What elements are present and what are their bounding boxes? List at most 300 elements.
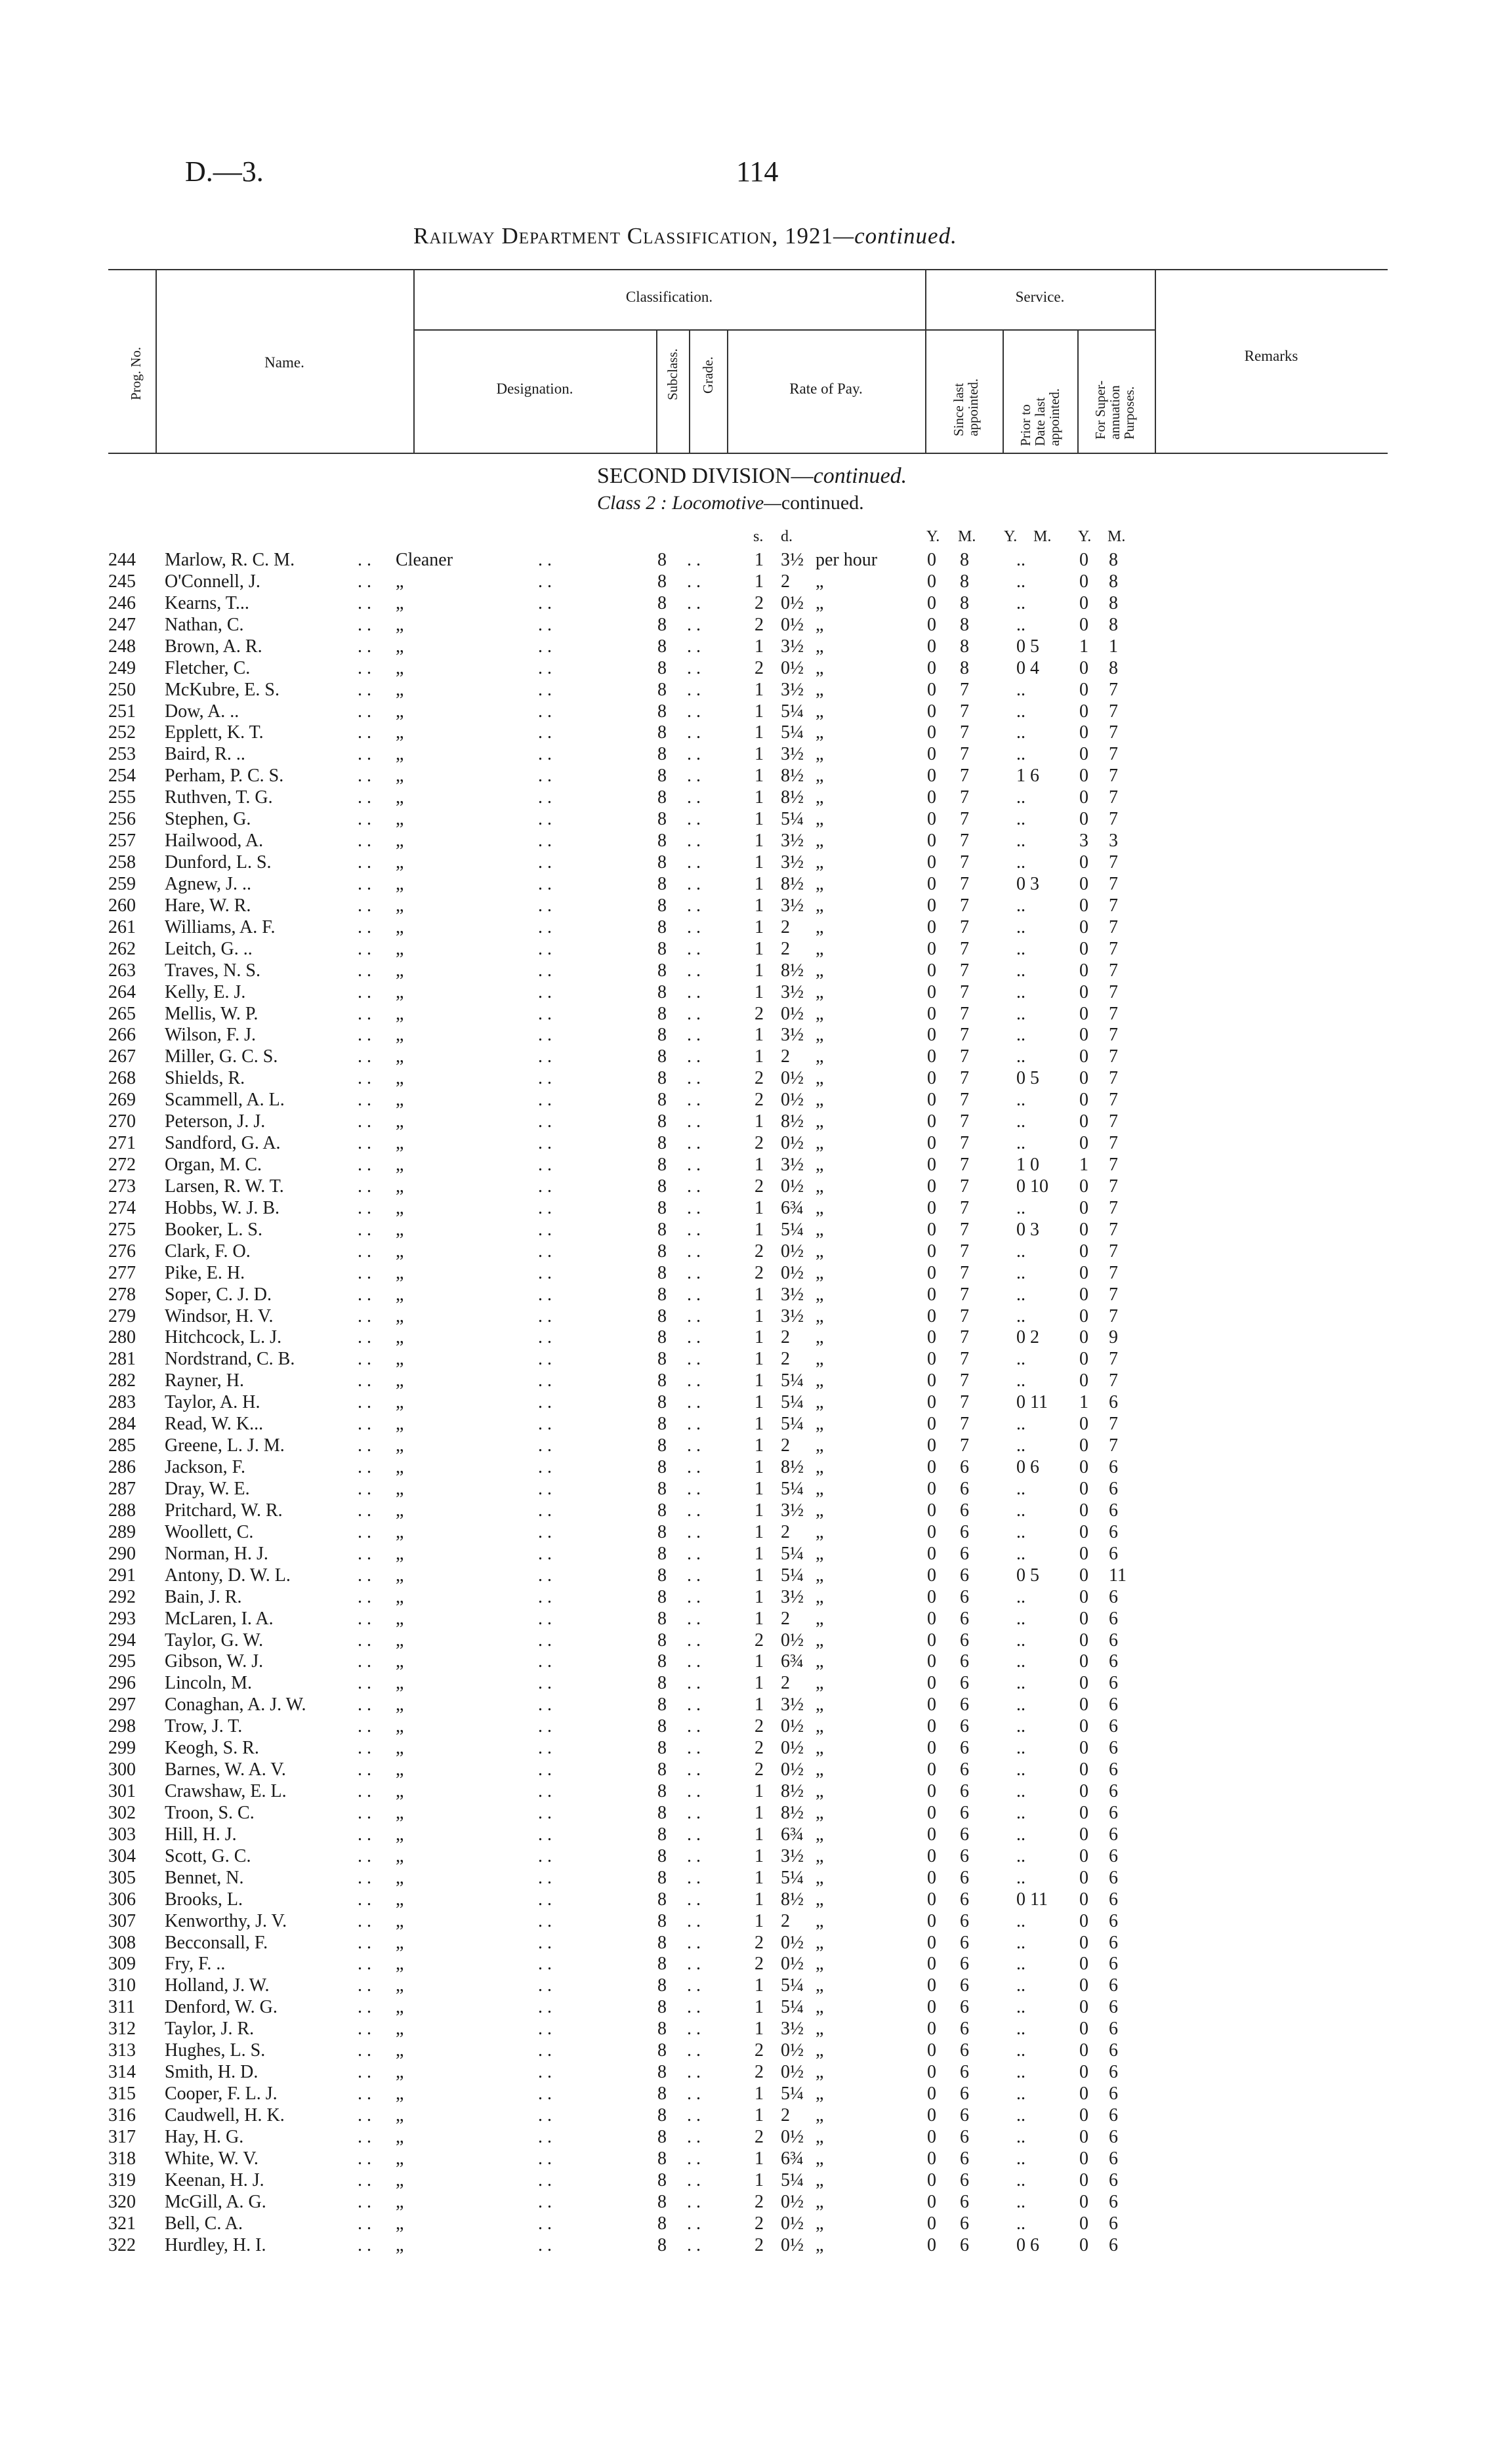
leader-dots: . .: [538, 2169, 552, 2190]
col-rule: [1003, 329, 1004, 453]
super-years: 1: [1079, 1155, 1088, 1176]
super-years: 0: [1079, 2040, 1088, 2061]
designation: „: [396, 916, 404, 937]
leader-dots: . .: [687, 1630, 701, 1651]
rate-shillings: 1: [755, 1046, 764, 1067]
row-number: 273: [108, 1176, 136, 1197]
table-row: [0, 615, 1511, 636]
leader-dots: . .: [687, 2126, 701, 2147]
leader-dots: . .: [687, 2213, 701, 2234]
rate-shillings: 2: [755, 2040, 764, 2061]
header-service: Service.: [1015, 289, 1065, 305]
rate-shillings: 1: [755, 2084, 764, 2105]
header-top-rule: [108, 269, 1388, 270]
prior-months: 5: [1030, 1068, 1039, 1089]
subclass-value: 8: [657, 550, 667, 570]
prior-years: 1: [1016, 766, 1025, 787]
super-years: 0: [1079, 1910, 1088, 1931]
super-months: 7: [1109, 873, 1118, 894]
leader-dots: . .: [358, 1262, 371, 1283]
rate-shillings: 2: [755, 1932, 764, 1953]
rate-pence: 0½: [781, 1068, 804, 1089]
prior-years: 0: [1016, 1889, 1025, 1910]
rate-pence: 2: [781, 1673, 790, 1694]
super-months: 3: [1109, 831, 1118, 852]
subclass-value: 8: [657, 809, 667, 830]
super-years: 0: [1079, 1133, 1088, 1154]
designation: „: [396, 2148, 404, 2169]
leader-dots: . .: [358, 1845, 371, 1866]
leader-dots: . .: [358, 1003, 371, 1024]
since-last-months: 7: [960, 1176, 969, 1197]
rate-unit: „: [816, 1392, 824, 1413]
unit-shillings: s.: [753, 528, 764, 545]
leader-dots: . .: [538, 2126, 552, 2147]
subclass-value: 8: [657, 1327, 667, 1348]
designation: „: [396, 1565, 404, 1586]
designation: „: [396, 852, 404, 873]
leader-dots: . .: [358, 852, 371, 873]
row-number: 260: [108, 895, 136, 916]
super-months: 6: [1109, 2213, 1118, 2234]
leader-dots: . .: [687, 1543, 701, 1564]
leader-dots: . .: [358, 1457, 371, 1478]
leader-dots: . .: [358, 1155, 371, 1176]
table-row: [0, 1111, 1511, 1133]
rate-shillings: 1: [755, 1414, 764, 1435]
subclass-value: 8: [657, 1457, 667, 1478]
leader-dots: . .: [358, 614, 371, 635]
prior-months: 6: [1030, 1457, 1039, 1478]
prior-months: 4: [1030, 657, 1039, 678]
designation: „: [396, 1781, 404, 1801]
leader-dots: . .: [358, 766, 371, 787]
leader-dots: . .: [538, 636, 552, 657]
super-months: 7: [1109, 1197, 1118, 1218]
super-years: 0: [1079, 1046, 1088, 1067]
since-last-years: 0: [927, 636, 936, 657]
rate-shillings: 1: [755, 1824, 764, 1845]
leader-dots: . .: [538, 2213, 552, 2234]
designation: „: [396, 1176, 404, 1197]
super-years: 0: [1079, 701, 1088, 722]
employee-name: Hare, W. R.: [165, 895, 251, 916]
since-last-years: 0: [927, 2191, 936, 2212]
rate-unit: „: [816, 1111, 824, 1132]
prior-years: ..: [1016, 1845, 1025, 1866]
row-number: 250: [108, 679, 136, 700]
table-row: [0, 1004, 1511, 1025]
row-number: 302: [108, 1802, 136, 1823]
super-months: 8: [1109, 592, 1118, 613]
employee-name: Woollett, C.: [165, 1521, 254, 1542]
rate-shillings: 2: [755, 657, 764, 678]
rate-unit: „: [816, 1305, 824, 1326]
employee-name: Keogh, S. R.: [165, 1738, 259, 1759]
rate-unit: „: [816, 679, 824, 700]
super-months: 7: [1109, 1370, 1118, 1391]
rate-pence: 8½: [781, 787, 804, 808]
prior-months: 6: [1030, 2234, 1039, 2255]
since-last-months: 7: [960, 1155, 969, 1176]
employee-name: Kenworthy, J. V.: [165, 1910, 287, 1931]
prior-months: 11: [1030, 1889, 1048, 1910]
table-row: [0, 1327, 1511, 1349]
rate-shillings: 2: [755, 1068, 764, 1089]
super-months: 7: [1109, 1349, 1118, 1370]
super-months: 7: [1109, 895, 1118, 916]
super-months: 1: [1109, 636, 1118, 657]
table-row: [0, 982, 1511, 1004]
since-last-months: 7: [960, 1349, 969, 1370]
leader-dots: . .: [358, 1954, 371, 1975]
table-row: [0, 1868, 1511, 1889]
super-years: 0: [1079, 1327, 1088, 1348]
leader-dots: . .: [358, 701, 371, 722]
rate-shillings: 1: [755, 1111, 764, 1132]
rate-pence: 3½: [781, 831, 804, 852]
rate-shillings: 2: [755, 1090, 764, 1111]
since-last-years: 0: [927, 550, 936, 570]
subclass-value: 8: [657, 1219, 667, 1240]
super-months: 6: [1109, 2084, 1118, 2105]
prior-years: ..: [1016, 1500, 1025, 1521]
prior-years: ..: [1016, 722, 1025, 743]
employee-name: Nathan, C.: [165, 614, 244, 635]
table-row: [0, 1587, 1511, 1609]
leader-dots: . .: [358, 1738, 371, 1759]
leader-dots: . .: [687, 938, 701, 959]
rate-unit: „: [816, 1738, 824, 1759]
row-number: 304: [108, 1845, 136, 1866]
rate-shillings: 1: [755, 2019, 764, 2040]
rate-shillings: 1: [755, 571, 764, 592]
leader-dots: . .: [538, 1759, 552, 1780]
designation: „: [396, 1478, 404, 1499]
designation: „: [396, 2126, 404, 2147]
prior-years: 0: [1016, 636, 1025, 657]
super-months: 6: [1109, 1759, 1118, 1780]
rate-unit: „: [816, 592, 824, 613]
since-last-years: 0: [927, 1241, 936, 1262]
since-last-years: 0: [927, 1414, 936, 1435]
super-years: 0: [1079, 960, 1088, 981]
header-name: Name.: [264, 354, 304, 371]
rate-unit: „: [816, 1262, 824, 1283]
leader-dots: . .: [538, 1694, 552, 1715]
leader-dots: . .: [358, 1565, 371, 1586]
employee-name: Perham, P. C. S.: [165, 766, 284, 787]
table-row: [0, 766, 1511, 787]
prior-years: ..: [1016, 1370, 1025, 1391]
since-last-years: 0: [927, 1586, 936, 1607]
rate-pence: 8½: [781, 766, 804, 787]
since-last-months: 7: [960, 895, 969, 916]
rate-pence: 5¼: [781, 1478, 804, 1499]
prior-years: ..: [1016, 2148, 1025, 2169]
table-row: [0, 2235, 1511, 2257]
rate-shillings: 1: [755, 2169, 764, 2190]
subclass-value: 8: [657, 1543, 667, 1564]
rate-pence: 2: [781, 1046, 790, 1067]
super-months: 6: [1109, 2105, 1118, 2125]
designation: „: [396, 895, 404, 916]
row-number: 286: [108, 1457, 136, 1478]
row-number: 277: [108, 1262, 136, 1283]
employee-name: Gibson, W. J.: [165, 1651, 264, 1672]
unit-pence: d.: [781, 528, 793, 545]
super-months: 7: [1109, 1262, 1118, 1283]
employee-name: Hill, H. J.: [165, 1824, 237, 1845]
super-years: 0: [1079, 1478, 1088, 1499]
leader-dots: . .: [538, 809, 552, 830]
subclass-value: 8: [657, 1046, 667, 1067]
rate-pence: 3½: [781, 981, 804, 1002]
table-row: [0, 636, 1511, 658]
leader-dots: . .: [538, 1305, 552, 1326]
row-number: 320: [108, 2191, 136, 2212]
leader-dots: . .: [687, 1370, 701, 1391]
super-months: 8: [1109, 657, 1118, 678]
header-since-last: Since last appointed.: [951, 378, 981, 436]
subclass-value: 8: [657, 852, 667, 873]
subclass-value: 8: [657, 2213, 667, 2234]
table-row: [0, 1392, 1511, 1414]
leader-dots: . .: [687, 1046, 701, 1067]
subclass-value: 8: [657, 1500, 667, 1521]
row-number: 248: [108, 636, 136, 657]
rate-pence: 3½: [781, 636, 804, 657]
leader-dots: . .: [538, 679, 552, 700]
leader-dots: . .: [687, 1305, 701, 1326]
leader-dots: . .: [358, 1716, 371, 1737]
leader-dots: . .: [358, 1543, 371, 1564]
super-months: 7: [1109, 766, 1118, 787]
super-years: 0: [1079, 1694, 1088, 1715]
super-years: 0: [1079, 1176, 1088, 1197]
subclass-value: 8: [657, 1781, 667, 1801]
super-years: 1: [1079, 1392, 1088, 1413]
since-last-months: 6: [960, 1997, 969, 2018]
since-last-years: 0: [927, 2062, 936, 2083]
row-number: 244: [108, 550, 136, 570]
rate-unit: „: [816, 1759, 824, 1780]
super-months: 6: [1109, 1521, 1118, 1542]
leader-dots: . .: [538, 831, 552, 852]
rate-unit: „: [816, 1155, 824, 1176]
rate-shillings: 2: [755, 2191, 764, 2212]
leader-dots: . .: [687, 1716, 701, 1737]
super-months: 6: [1109, 1651, 1118, 1672]
since-last-months: 7: [960, 1046, 969, 1067]
rate-unit: „: [816, 1716, 824, 1737]
prior-years: ..: [1016, 852, 1025, 873]
since-last-years: 0: [927, 1910, 936, 1931]
leader-dots: . .: [538, 938, 552, 959]
leader-dots: . .: [358, 636, 371, 657]
rate-unit: „: [816, 1932, 824, 1953]
row-number: 271: [108, 1133, 136, 1154]
rate-pence: 0½: [781, 1932, 804, 1953]
table-row: [0, 1025, 1511, 1046]
prior-years: 0: [1016, 657, 1025, 678]
leader-dots: . .: [538, 2148, 552, 2169]
leader-dots: . .: [538, 1327, 552, 1348]
subclass-value: 8: [657, 1392, 667, 1413]
subclass-value: 8: [657, 1478, 667, 1499]
rate-unit: „: [816, 1327, 824, 1348]
rate-shillings: 1: [755, 1392, 764, 1413]
section-title: [597, 464, 907, 489]
table-row: [0, 1370, 1511, 1392]
rate-shillings: 2: [755, 1738, 764, 1759]
subclass-value: 8: [657, 916, 667, 937]
leader-dots: . .: [538, 960, 552, 981]
leader-dots: . .: [358, 1241, 371, 1262]
super-months: 8: [1109, 550, 1118, 570]
leader-dots: . .: [358, 2062, 371, 2083]
since-last-years: 0: [927, 1608, 936, 1629]
prior-years: ..: [1016, 1824, 1025, 1845]
super-months: 7: [1109, 809, 1118, 830]
subclass-value: 8: [657, 1630, 667, 1651]
rate-shillings: 1: [755, 809, 764, 830]
designation: „: [396, 1305, 404, 1326]
rate-shillings: 2: [755, 1262, 764, 1283]
header-prog-no: Prog. No.: [128, 346, 144, 400]
rate-unit: „: [816, 1608, 824, 1629]
leader-dots: . .: [538, 1003, 552, 1024]
rate-unit: „: [816, 2126, 824, 2147]
leader-dots: . .: [687, 1586, 701, 1607]
since-last-months: 7: [960, 1219, 969, 1240]
leader-dots: . .: [538, 1284, 552, 1305]
rate-unit: „: [816, 636, 824, 657]
leader-dots: . .: [687, 2169, 701, 2190]
prior-years: ..: [1016, 1932, 1025, 1953]
rate-unit: „: [816, 1219, 824, 1240]
leader-dots: . .: [538, 1521, 552, 1542]
prior-years: ..: [1016, 1673, 1025, 1694]
leader-dots: . .: [687, 1521, 701, 1542]
rate-pence: 6¾: [781, 1197, 804, 1218]
rate-pence: 2: [781, 1521, 790, 1542]
leader-dots: . .: [687, 1155, 701, 1176]
super-months: 7: [1109, 1046, 1118, 1067]
rate-shillings: 1: [755, 2148, 764, 2169]
employee-name: Hurdley, H. I.: [165, 2234, 266, 2255]
leader-dots: . .: [358, 2105, 371, 2125]
super-years: 0: [1079, 1521, 1088, 1542]
leader-dots: . .: [687, 1997, 701, 2018]
row-number: 300: [108, 1759, 136, 1780]
leader-dots: . .: [358, 2019, 371, 2040]
leader-dots: . .: [687, 1478, 701, 1499]
leader-dots: . .: [687, 1241, 701, 1262]
row-number: 309: [108, 1954, 136, 1975]
leader-dots: . .: [687, 2234, 701, 2255]
leader-dots: . .: [687, 1867, 701, 1888]
employee-name: Booker, L. S.: [165, 1219, 262, 1240]
leader-dots: . .: [687, 1197, 701, 1218]
employee-name: Williams, A. F.: [165, 916, 276, 937]
row-number: 263: [108, 960, 136, 981]
designation: „: [396, 1716, 404, 1737]
since-last-months: 7: [960, 1370, 969, 1391]
prior-years: ..: [1016, 1046, 1025, 1067]
employee-name: Wilson, F. J.: [165, 1025, 256, 1046]
leader-dots: . .: [687, 1802, 701, 1823]
super-years: 0: [1079, 1262, 1088, 1283]
designation: „: [396, 1802, 404, 1823]
row-number: 316: [108, 2105, 136, 2125]
super-years: 0: [1079, 1586, 1088, 1607]
rate-unit: „: [816, 1284, 824, 1305]
rate-pence: 0½: [781, 1176, 804, 1197]
rate-pence: 0½: [781, 2213, 804, 2234]
since-last-months: 7: [960, 1305, 969, 1326]
since-last-years: 0: [927, 1759, 936, 1780]
since-last-years: 0: [927, 2234, 936, 2255]
prior-years: ..: [1016, 614, 1025, 635]
since-last-years: 0: [927, 1327, 936, 1348]
leader-dots: . .: [358, 744, 371, 765]
super-years: 0: [1079, 571, 1088, 592]
designation: „: [396, 1090, 404, 1111]
leader-dots: . .: [538, 1090, 552, 1111]
designation: „: [396, 679, 404, 700]
super-months: 6: [1109, 1392, 1118, 1413]
unit-months: M.: [1107, 528, 1126, 545]
header-mid-rule: [413, 329, 1155, 331]
table-row: [0, 1544, 1511, 1565]
table-row: [0, 1090, 1511, 1111]
super-months: 7: [1109, 1176, 1118, 1197]
row-number: 319: [108, 2169, 136, 2190]
employee-name: Jackson, F.: [165, 1457, 245, 1478]
leader-dots: . .: [687, 1025, 701, 1046]
rate-unit: „: [816, 1586, 824, 1607]
leader-dots: . .: [358, 1133, 371, 1154]
rate-unit: „: [816, 2191, 824, 2212]
rate-unit: „: [816, 1694, 824, 1715]
prior-years: ..: [1016, 1349, 1025, 1370]
super-years: 0: [1079, 2191, 1088, 2212]
leader-dots: . .: [358, 1867, 371, 1888]
table-row: [0, 722, 1511, 744]
row-number: 291: [108, 1565, 136, 1586]
super-months: 6: [1109, 1694, 1118, 1715]
super-years: 0: [1079, 2105, 1088, 2125]
since-last-years: 0: [927, 1111, 936, 1132]
header-classification: Classification.: [625, 289, 713, 305]
subclass-value: 8: [657, 2148, 667, 2169]
employee-name: White, W. V.: [165, 2148, 259, 2169]
subclass-value: 8: [657, 1997, 667, 2018]
subclass-value: 8: [657, 1824, 667, 1845]
subclass-value: 8: [657, 1370, 667, 1391]
rate-unit: „: [816, 1565, 824, 1586]
leader-dots: . .: [538, 1414, 552, 1435]
prior-years: ..: [1016, 2062, 1025, 2083]
rate-unit: „: [816, 873, 824, 894]
leader-dots: . .: [538, 873, 552, 894]
leader-dots: . .: [687, 2062, 701, 2083]
since-last-months: 7: [960, 679, 969, 700]
designation: „: [396, 1284, 404, 1305]
employee-name: Clark, F. O.: [165, 1241, 251, 1262]
table-row: [0, 1349, 1511, 1370]
